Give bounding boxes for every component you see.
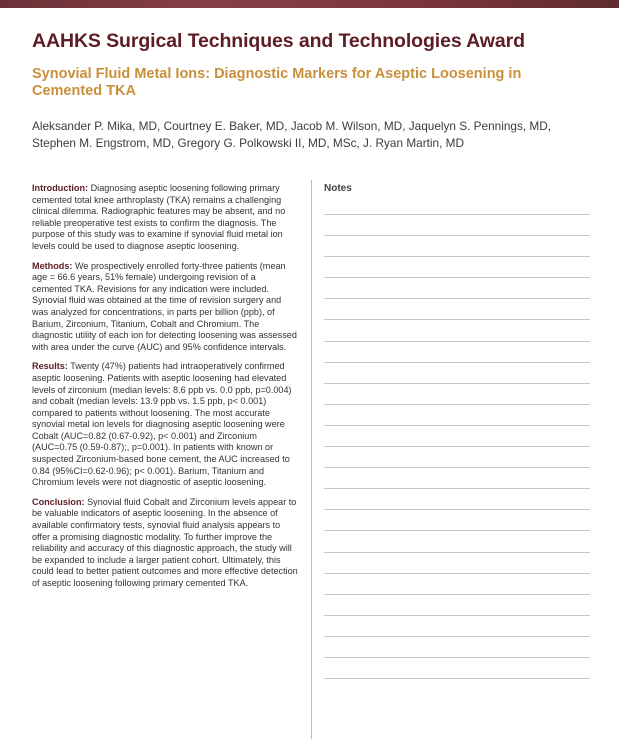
notes-line[interactable] xyxy=(324,552,590,553)
notes-line[interactable] xyxy=(324,657,590,658)
notes-line[interactable] xyxy=(324,404,590,405)
author-list xyxy=(32,118,592,152)
notes-line[interactable] xyxy=(324,573,590,574)
introduction-section xyxy=(32,183,298,253)
column-divider xyxy=(311,180,312,739)
notes-line[interactable] xyxy=(324,341,590,342)
notes-line[interactable] xyxy=(324,530,590,531)
methods-text: We prospectively enrolled forty-three patients (mean age = 66.6 years, 51% female) undergoing revision of a cemented TKA. Revisions for any indication were included. Synovial fluid was obtained at the time of revision surgery and was analyzed for concentrations, in parts per billion (ppb), of Barium, Zirconium, Titanium, Cobalt and Chromium. The diagnostic utility of each ion for detecting loosening was assessed with area under the curve (AUC) and 95% confidence intervals. xyxy=(32,260,297,352)
decorative-header-band xyxy=(0,0,619,8)
notes-line[interactable] xyxy=(324,488,590,489)
notes-label: Notes xyxy=(324,183,352,194)
methods-label: Methods: xyxy=(32,260,73,271)
results-section xyxy=(32,361,298,489)
abstract-body xyxy=(32,183,298,598)
notes-line[interactable] xyxy=(324,383,590,384)
award-title: AAHKS Surgical Techniques and Technologies Award xyxy=(32,30,525,52)
introduction-label: Introduction: xyxy=(32,183,89,193)
notes-line[interactable] xyxy=(324,319,590,320)
methods-section xyxy=(32,261,298,354)
abstract-title: Synovial Fluid Metal Ions: Diagnostic Markers for Aseptic Loosening in Cemented TKA xyxy=(32,66,522,99)
notes-line[interactable] xyxy=(324,446,590,447)
notes-line[interactable] xyxy=(324,467,590,468)
notes-line[interactable] xyxy=(324,425,590,426)
authors-line-1: Aleksander P. Mika, MD, Courtney E. Baker, MD, Jacob M. Wilson, MD, Jaquelyn S. Pennings, MD, xyxy=(32,119,552,133)
notes-line[interactable] xyxy=(324,298,590,299)
authors-line-2: Stephen M. Engstrom, MD, Gregory G. Polkowski II, MD, MSc, J. Ryan Martin, MD xyxy=(32,136,465,150)
notes-line[interactable] xyxy=(324,594,590,595)
introduction-text: Diagnosing aseptic loosening following primary cemented total knee arthroplasty (TKA) remains a challenging clinical dilemma. Radiographic features may be absent, and no reliable preoperative test exists to confirm the diagnosis. The purpose of this study was to examine if synovial fluid metal ion levels could be used to diagnose aseptic loosening. xyxy=(32,183,286,251)
results-label: Results: xyxy=(32,361,68,372)
notes-line[interactable] xyxy=(324,509,590,510)
notes-line[interactable] xyxy=(324,235,590,236)
notes-line[interactable] xyxy=(324,615,590,616)
conclusion-label: Conclusion: xyxy=(32,496,85,507)
results-text: Twenty (47%) patients had intraoperatively confirmed aseptic loosening. Patients with aseptic loosening had elevated levels of zirconium (median levels: 8.6 ppb vs. 0.0 ppb, p=0.004) and cobalt (median levels: 13.9 ppb vs. 1.5 ppb, p< 0.001) compared to patients without loosening. The most accurate synovial metal ion levels for diagnosing aseptic loosening were Cobalt (AUC=0.82 (0.67-0.92), p< 0.001) and Zirconium (AUC=0.75 (0.59-0.87);, p=0.001). In patients with known or suspected Zirconium-based bone cement, the AUC increased to 0.84 (95%CI=0.62-0.96); p< 0.001). Barium, Titanium and Chromium levels were not diagnostic of aseptic loosening. xyxy=(32,361,292,488)
notes-line[interactable] xyxy=(324,636,590,637)
notes-line[interactable] xyxy=(324,214,590,215)
conclusion-text: Synovial fluid Cobalt and Zirconium levels appear to be valuable indicators of aseptic loosening. In the absence of available confirmatory tests, synovial fluid analysis appears to offer a promising diagnostic modality. To further improve the reliability and accuracy of this diagnostic approach, the study will be expanded to include a larger patient cohort. Ultimately, this could lead to better patient outcomes and more effective detection of aseptic loosening following primary cemented TKA. xyxy=(32,496,298,588)
notes-line[interactable] xyxy=(324,678,590,679)
notes-line[interactable] xyxy=(324,256,590,257)
conclusion-section xyxy=(32,497,298,590)
notes-line[interactable] xyxy=(324,277,590,278)
notes-line[interactable] xyxy=(324,362,590,363)
notes-lines xyxy=(324,214,590,699)
